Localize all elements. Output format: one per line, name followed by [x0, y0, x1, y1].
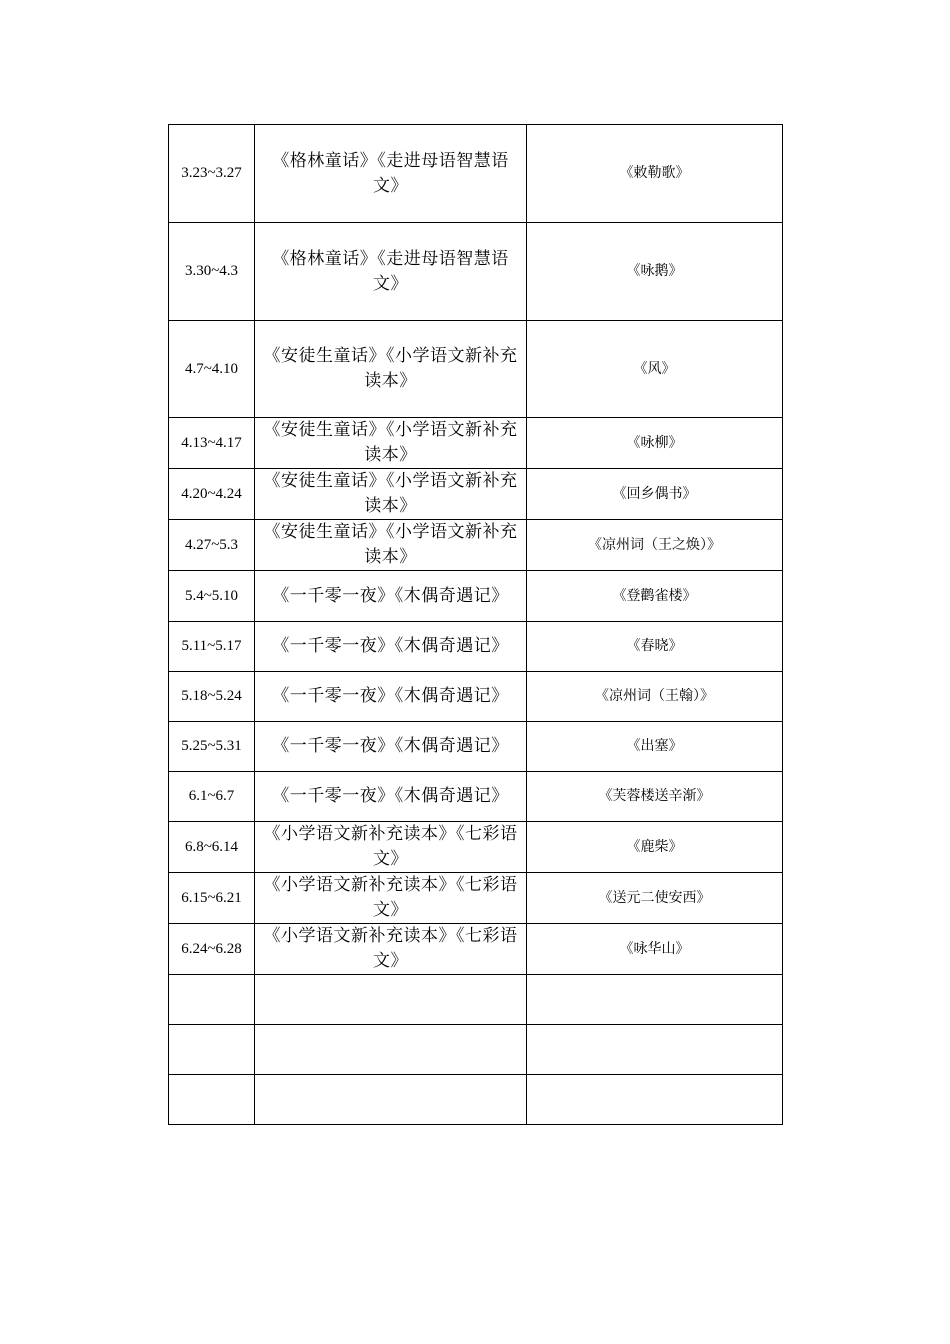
table-row	[169, 1025, 783, 1075]
books-cell	[255, 1025, 527, 1075]
date-cell: 3.30~4.3	[169, 223, 255, 321]
date-cell: 5.18~5.24	[169, 672, 255, 722]
poem-cell: 《鹿柴》	[527, 822, 783, 873]
books-cell: 《一千零一夜》《木偶奇遇记》	[255, 672, 527, 722]
date-cell: 6.15~6.21	[169, 873, 255, 924]
date-cell: 5.11~5.17	[169, 622, 255, 672]
table-row	[169, 722, 783, 772]
books-cell: 《安徒生童话》《小学语文新补充读本》	[255, 469, 527, 520]
date-cell: 4.27~5.3	[169, 520, 255, 571]
poem-cell: 《咏柳》	[527, 418, 783, 469]
poem-cell: 《送元二使安西》	[527, 873, 783, 924]
poem-cell: 《风》	[527, 321, 783, 418]
table-row	[169, 873, 783, 924]
table-row	[169, 975, 783, 1025]
poem-cell: 《凉州词（王翰）》	[527, 672, 783, 722]
date-cell: 3.23~3.27	[169, 125, 255, 223]
table-row	[169, 772, 783, 822]
books-cell	[255, 975, 527, 1025]
books-cell: 《格林童话》《走进母语智慧语文》	[255, 223, 527, 321]
table-row	[169, 469, 783, 520]
reading-schedule-table	[168, 124, 783, 1125]
poem-cell: 《登鹳雀楼》	[527, 571, 783, 622]
poem-cell	[527, 1075, 783, 1125]
books-cell: 《小学语文新补充读本》《七彩语文》	[255, 822, 527, 873]
table-row	[169, 520, 783, 571]
books-cell: 《一千零一夜》《木偶奇遇记》	[255, 772, 527, 822]
table-row	[169, 924, 783, 975]
poem-cell: 《敕勒歌》	[527, 125, 783, 223]
date-cell	[169, 1025, 255, 1075]
books-cell: 《安徒生童话》《小学语文新补充读本》	[255, 520, 527, 571]
date-cell: 6.8~6.14	[169, 822, 255, 873]
books-cell: 《小学语文新补充读本》《七彩语文》	[255, 924, 527, 975]
date-cell: 4.20~4.24	[169, 469, 255, 520]
books-cell: 《安徒生童话》《小学语文新补充读本》	[255, 418, 527, 469]
poem-cell: 《凉州词（王之焕）》	[527, 520, 783, 571]
table-row	[169, 223, 783, 321]
table-row	[169, 622, 783, 672]
books-cell: 《一千零一夜》《木偶奇遇记》	[255, 571, 527, 622]
date-cell: 6.24~6.28	[169, 924, 255, 975]
books-cell: 《一千零一夜》《木偶奇遇记》	[255, 622, 527, 672]
date-cell: 4.13~4.17	[169, 418, 255, 469]
poem-cell: 《回乡偶书》	[527, 469, 783, 520]
poem-cell: 《咏鹅》	[527, 223, 783, 321]
poem-cell: 《出塞》	[527, 722, 783, 772]
books-cell: 《一千零一夜》《木偶奇遇记》	[255, 722, 527, 772]
books-cell	[255, 1075, 527, 1125]
table-row	[169, 672, 783, 722]
poem-cell: 《芙蓉楼送辛渐》	[527, 772, 783, 822]
table-row	[169, 571, 783, 622]
table-row	[169, 822, 783, 873]
table-row	[169, 418, 783, 469]
books-cell: 《小学语文新补充读本》《七彩语文》	[255, 873, 527, 924]
date-cell: 5.4~5.10	[169, 571, 255, 622]
date-cell: 5.25~5.31	[169, 722, 255, 772]
poem-cell	[527, 1025, 783, 1075]
poem-cell: 《春晓》	[527, 622, 783, 672]
date-cell: 6.1~6.7	[169, 772, 255, 822]
poem-cell: 《咏华山》	[527, 924, 783, 975]
date-cell	[169, 1075, 255, 1125]
poem-cell	[527, 975, 783, 1025]
table-row	[169, 125, 783, 223]
date-cell	[169, 975, 255, 1025]
date-cell: 4.7~4.10	[169, 321, 255, 418]
books-cell: 《格林童话》《走进母语智慧语文》	[255, 125, 527, 223]
table-row	[169, 1075, 783, 1125]
books-cell: 《安徒生童话》《小学语文新补充读本》	[255, 321, 527, 418]
table-row	[169, 321, 783, 418]
